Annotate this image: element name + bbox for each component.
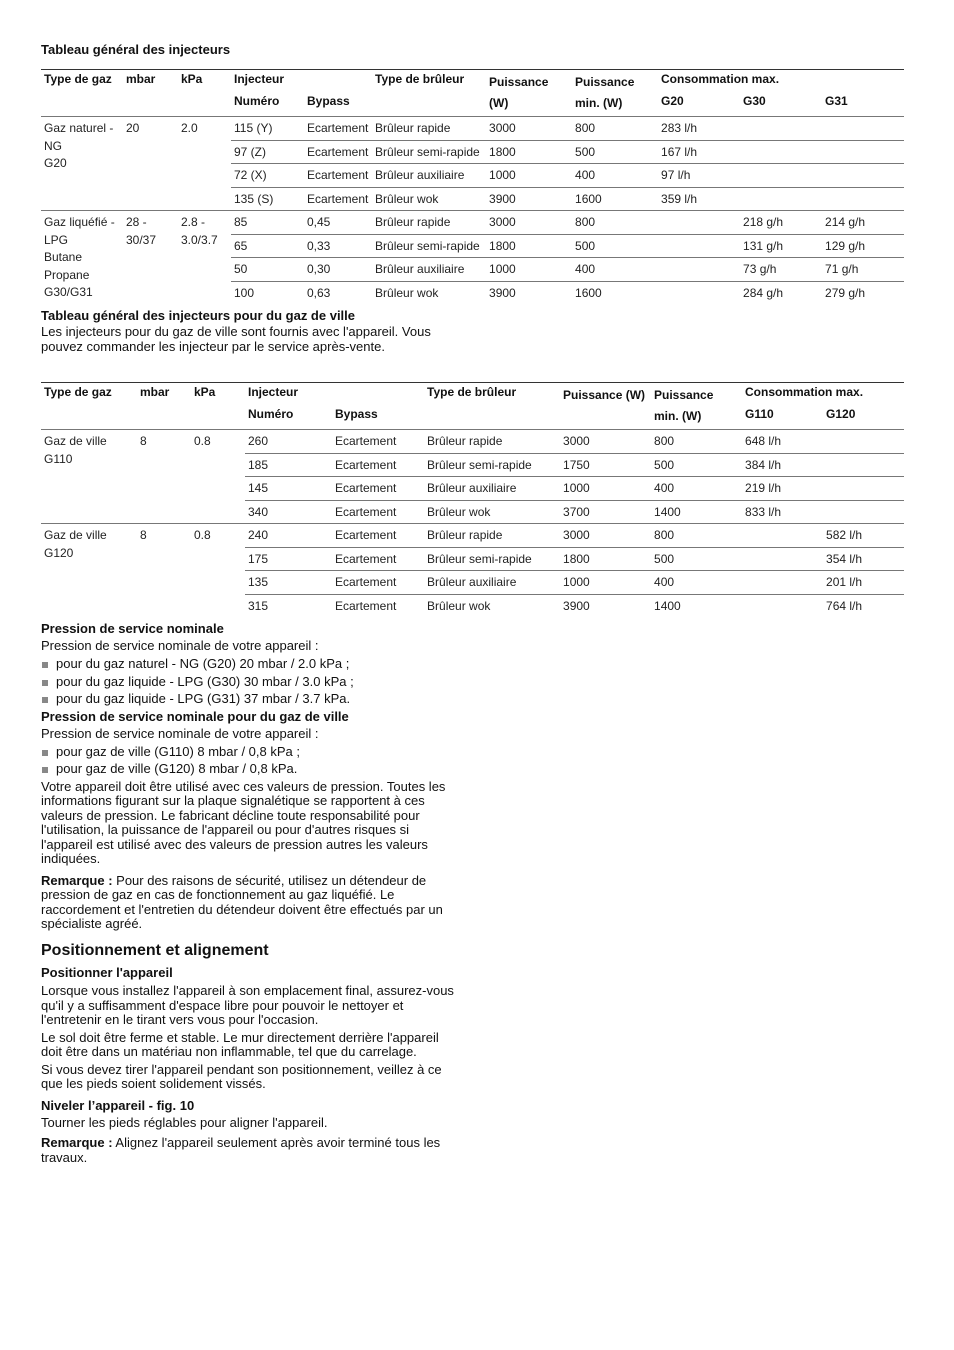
mbar-cell: 20 [123,117,178,211]
table-cell: 50 [231,258,304,282]
col-g120: G120 [826,407,856,421]
table-cell: 135 [245,571,332,595]
table-cell [823,453,904,477]
table-cell: 833 l/h [742,500,823,524]
table-cell [822,117,904,141]
col-mbar: mbar [137,383,191,430]
city-gas-injector-table [41,382,904,617]
table-cell: 72 (X) [231,164,304,188]
table-cell: 1000 [486,164,572,188]
col-number: Numéro [248,407,294,421]
positioning-title: Positionnement et alignement [41,942,269,959]
table-cell: 219 l/h [742,477,823,501]
table-cell: Brûleur auxiliaire [372,258,486,282]
table-cell [740,187,822,211]
mbar-cell: 8 [137,430,191,524]
table-cell: Ecartement [332,500,424,524]
table-cell [658,281,740,304]
table-cell: Brûleur wok [372,187,486,211]
col-g30: G30 [743,94,766,108]
table-cell: 100 [231,281,304,304]
table-cell [822,164,904,188]
table-cell: 800 [651,430,742,454]
table-cell: 1000 [560,571,651,595]
gas-type-cell: Gaz naturel - NG G20 [41,117,123,211]
table-cell [740,164,822,188]
table-cell: Ecartement [304,164,372,188]
injector-table [41,69,904,304]
table-cell: Ecartement [304,140,372,164]
table-cell: Brûleur wok [424,594,560,617]
mbar-cell: 8 [137,524,191,618]
table-cell: 800 [572,211,658,235]
bullet-icon [42,697,48,703]
gas-type-cell: Gaz liquéfié - LPG Butane Propane G30/G31 [41,211,123,305]
bullet-icon [42,680,48,686]
positioning-paragraph: Le sol doit être ferme et stable. Le mur directement derrière l'appareil doit être dans un matériau non inflammable, tel que du carrelage. [41,1029,439,1059]
table-cell [740,140,822,164]
table-cell: 167 l/h [658,140,740,164]
table-cell: 384 l/h [742,453,823,477]
table-cell: 0,30 [304,258,372,282]
pressure-note: Remarque : Pour des raisons de sécurité, utilisez un détendeur de pression de gaz en cas de fonctionnement au gaz liquéfié. Le raccordement et l'entretien du détendeur doivent être effectués par un spécialiste agréé. [41,872,443,931]
table-cell: 340 [245,500,332,524]
table-cell [742,524,823,548]
table-cell: 359 l/h [658,187,740,211]
table-cell: 240 [245,524,332,548]
table-cell: 85 [231,211,304,235]
table-cell: Brûleur rapide [424,430,560,454]
table-row [41,524,904,548]
col-power: Puissance (W) [560,383,651,430]
table-cell [823,477,904,501]
pressure-section [41,620,471,932]
table-cell: Brûleur semi-rapide [372,234,486,258]
table-cell: 131 g/h [740,234,822,258]
table-cell: 3000 [486,117,572,141]
bullet-icon [42,767,48,773]
table-cell [823,500,904,524]
table-cell: 135 (S) [231,187,304,211]
table-cell [742,571,823,595]
table-cell: 97 (Z) [231,140,304,164]
col-g20: G20 [661,94,684,108]
table-cell: Ecartement [332,571,424,595]
col-burner-type: Type de brûleur [372,70,486,117]
table-cell: Brûleur auxiliaire [424,477,560,501]
col-burner-type: Type de brûleur [424,383,560,430]
leveling-note: Remarque : Alignez l'appareil seulement après avoir terminé tous les travaux. [41,1135,441,1165]
leveling-subtitle: Niveler l’appareil - fig. 10 [41,1097,195,1113]
table-cell: 218 g/h [740,211,822,235]
table-cell: 0,33 [304,234,372,258]
bullet-icon [42,662,48,668]
table-cell: Brûleur rapide [372,117,486,141]
col-bypass: Bypass [335,407,378,421]
table1-title: Tableau général des injecteurs [41,42,231,57]
table-cell: Ecartement [304,187,372,211]
col-bypass: Bypass [307,94,350,108]
pressure-paragraph: Votre appareil doit être utilisé avec ces valeurs de pression. Toutes les informations figurant sur la plaque signalétique se rapportent à ces valeurs de pression. Le fabricant décline toute responsabilité pour l'utilisation, la puissance de l'appareil ou pour d'autres risques si l'appareil est utilisé avec des valeurs de pression autres les valeurs indiquées. [41,778,446,866]
table-cell: 582 l/h [823,524,904,548]
positioning-subtitle: Positionner l'appareil [41,965,173,980]
table-cell: 1800 [486,234,572,258]
kpa-cell: 0.8 [191,524,245,618]
gas-type-cell: Gaz de ville G120 [41,524,137,618]
table-cell: Brûleur wok [424,500,560,524]
table-cell: 65 [231,234,304,258]
col-power-min: Puissance min. (W) [651,383,742,430]
table-cell: Ecartement [332,430,424,454]
table-row [41,211,904,235]
positioning-paragraph: Si vous devez tirer l'appareil pendant son positionnement, veillez à ce que les pieds soient solidement vissés. [41,1061,442,1091]
table-cell: 400 [651,571,742,595]
table-cell: 648 l/h [742,430,823,454]
table-cell: 201 l/h [823,571,904,595]
table-cell: 3000 [560,524,651,548]
list-item: pour du gaz naturel - NG (G20) 20 mbar / 2.0 kPa ; [41,655,471,673]
table-cell: 3700 [560,500,651,524]
table-cell: 1800 [560,547,651,571]
table-cell [822,187,904,211]
table-cell [740,117,822,141]
table-cell: 3900 [486,281,572,304]
table-cell: Brûleur semi-rapide [424,453,560,477]
list-item: pour gaz de ville (G120) 8 mbar / 0,8 kPa. [41,760,471,778]
table-cell: 145 [245,477,332,501]
col-consumption: Consommation max. [658,70,904,93]
table-cell: 764 l/h [823,594,904,617]
table2-title: Tableau général des injecteurs pour du gaz de ville [41,308,356,323]
kpa-cell: 0.8 [191,430,245,524]
col-gas-type: Type de gaz [41,70,123,117]
table-row [41,430,904,454]
table-cell: 3000 [560,430,651,454]
table-cell: 500 [572,140,658,164]
table-cell: Brûleur wok [372,281,486,304]
col-injector: Injecteur [245,383,424,406]
table-cell: 283 l/h [658,117,740,141]
col-injector: Injecteur [231,70,372,93]
table2-intro: Les injecteurs pour du gaz de ville sont fournis avec l'appareil. Vous pouvez commander les injecteur par le service après-vente. [41,324,431,354]
table-cell [658,258,740,282]
table-row [41,117,904,141]
table-cell: 3900 [560,594,651,617]
table-cell: 279 g/h [822,281,904,304]
col-mbar: mbar [123,70,178,117]
table-cell: 1600 [572,187,658,211]
table-cell: Brûleur semi-rapide [424,547,560,571]
table-cell: 400 [572,258,658,282]
col-number: Numéro [234,94,280,108]
table-cell [742,594,823,617]
col-gas-type: Type de gaz [41,383,137,430]
table-cell: Ecartement [304,117,372,141]
col-g110: G110 [745,407,774,421]
table-cell: Ecartement [332,594,424,617]
col-power: Puissance (W) [486,70,572,117]
table-cell [658,234,740,258]
col-g31: G31 [825,94,848,108]
table-cell: 500 [572,234,658,258]
pressure-title: Pression de service nominale [41,621,224,636]
kpa-cell: 2.8 - 3.0/3.7 [178,211,231,305]
table-cell: 71 g/h [822,258,904,282]
leveling-paragraph: Tourner les pieds réglables pour aligner l'appareil. [41,1114,328,1130]
bullet-icon [42,750,48,756]
table-cell: 97 l/h [658,164,740,188]
col-power-min: Puissance min. (W) [572,70,658,117]
table-cell: Ecartement [332,453,424,477]
gas-type-cell: Gaz de ville G110 [41,430,137,524]
kpa-cell: 2.0 [178,117,231,211]
table-cell: 1000 [560,477,651,501]
table-cell: 1600 [572,281,658,304]
table-cell: Ecartement [332,477,424,501]
table-cell [822,140,904,164]
table-cell: 185 [245,453,332,477]
table-cell: 73 g/h [740,258,822,282]
table-cell: 0,63 [304,281,372,304]
table-cell [742,547,823,571]
table-cell: 175 [245,547,332,571]
city-pressure-list [41,743,471,778]
mbar-cell: 28 - 30/37 [123,211,178,305]
table-cell: 129 g/h [822,234,904,258]
table-cell: 1750 [560,453,651,477]
table-cell: Brûleur rapide [424,524,560,548]
table-cell: 1800 [486,140,572,164]
table-cell: 500 [651,547,742,571]
table-cell: 214 g/h [822,211,904,235]
table-cell: Brûleur rapide [372,211,486,235]
list-item: pour du gaz liquide - LPG (G30) 30 mbar / 3.0 kPa ; [41,673,471,691]
table-cell: 115 (Y) [231,117,304,141]
list-item: pour du gaz liquide - LPG (G31) 37 mbar / 3.7 kPa. [41,690,471,708]
table-cell: Ecartement [332,524,424,548]
table-cell: 3000 [486,211,572,235]
table-cell: 400 [572,164,658,188]
table-cell: Brûleur auxiliaire [424,571,560,595]
table-cell: 400 [651,477,742,501]
city-pressure-intro: Pression de service nominale de votre appareil : [41,725,319,741]
table-cell: 315 [245,594,332,617]
table-cell: 800 [572,117,658,141]
table-cell [658,211,740,235]
table-cell: Brûleur auxiliaire [372,164,486,188]
table-cell: 284 g/h [740,281,822,304]
positioning-section [41,941,471,1165]
table-cell: 354 l/h [823,547,904,571]
list-item: pour gaz de ville (G110) 8 mbar / 0,8 kPa ; [41,743,471,761]
col-kpa: kPa [178,70,231,117]
pressure-list [41,655,471,708]
table-cell: 500 [651,453,742,477]
col-kpa: kPa [191,383,245,430]
table-cell: 260 [245,430,332,454]
table-cell: 800 [651,524,742,548]
positioning-paragraph: Lorsque vous installez l'appareil à son emplacement final, assurez-vous qu'il y a suffisamment d'espace libre pour pouvoir le nettoyer et l'entretenir en le tirant vers vous pour l'occasion. [41,983,454,1027]
table-cell: 3900 [486,187,572,211]
table-cell: 1400 [651,594,742,617]
table-cell: 1000 [486,258,572,282]
city-pressure-title: Pression de service nominale pour du gaz de ville [41,708,349,724]
table-cell: 0,45 [304,211,372,235]
table-cell [823,430,904,454]
table-cell: Brûleur semi-rapide [372,140,486,164]
col-consumption: Consommation max. [742,383,904,406]
table-cell: Ecartement [332,547,424,571]
pressure-intro: Pression de service nominale de votre appareil : [41,638,319,653]
table-cell: 1400 [651,500,742,524]
